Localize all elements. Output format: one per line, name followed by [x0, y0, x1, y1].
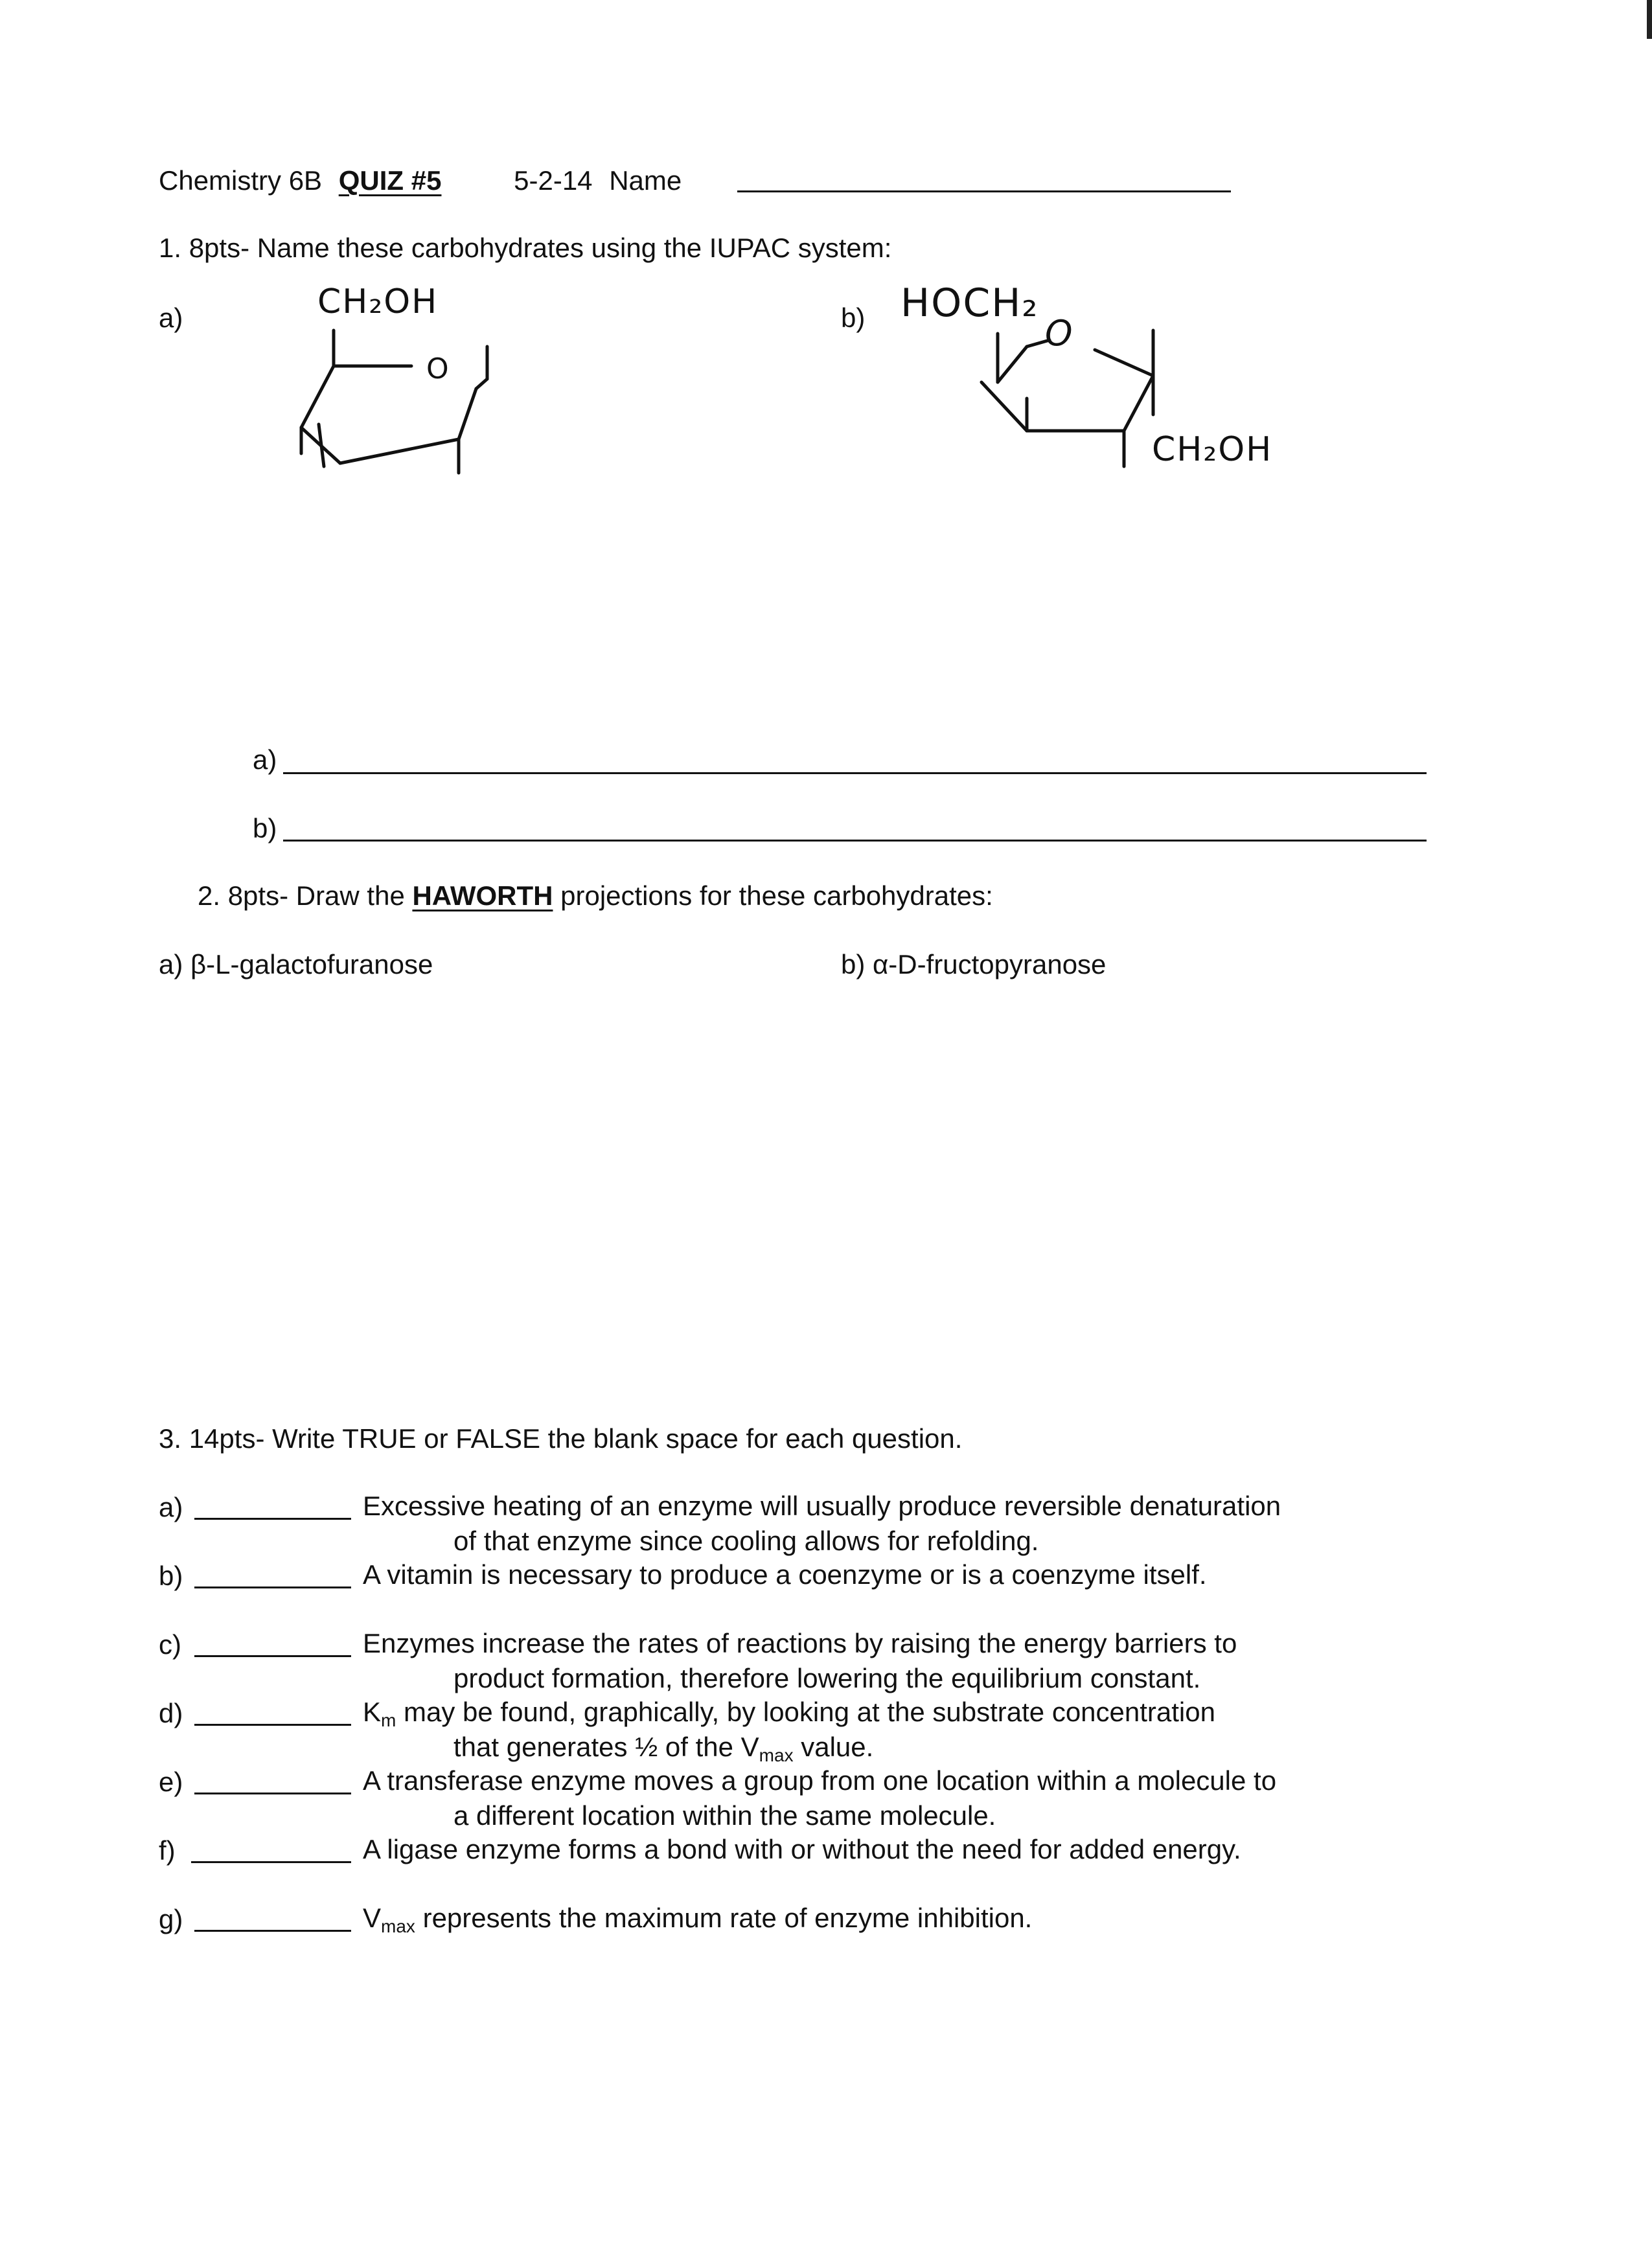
q3-item-d-text-cont [453, 1732, 874, 1765]
q3-item-g-text [363, 1903, 1033, 1936]
q1-answer-b-line[interactable] [283, 840, 1427, 842]
q3-item-b-text: A vitamin is necessary to produce a coenzyme or is a coenzyme itself. [363, 1559, 1207, 1590]
q3-item-a-blank[interactable] [194, 1518, 351, 1520]
q3-item-g-label: g) [159, 1904, 183, 1934]
q3-item-e-text-cont: a different location within the same molecule. [453, 1800, 996, 1831]
q1-structure-a-label: a) [159, 303, 183, 333]
km-symbol: K [363, 1697, 382, 1727]
q1-prompt: 1. 8pts- Name these carbohydrates using the IUPAC system: [159, 233, 892, 263]
q3-item-a-text: Excessive heating of an enzyme will usually produce reversible denaturation [363, 1491, 1281, 1521]
quiz-header [159, 167, 682, 194]
vmax-symbol: V [363, 1903, 382, 1933]
structure-b-ch2oh: CH₂OH [1152, 430, 1273, 469]
vmax-subscript: max [759, 1745, 794, 1765]
q3-item-c-blank[interactable] [194, 1655, 351, 1657]
km-subscript: m [381, 1710, 396, 1730]
q3-item-g-blank[interactable] [194, 1930, 351, 1932]
q1-answer-a-line[interactable] [283, 772, 1427, 774]
q3-item-a-text-cont: of that enzyme since cooling allows for refolding. [453, 1526, 1039, 1556]
q3-item-d-text-rest: may be found, graphically, by looking at the substrate concentration [396, 1697, 1215, 1727]
structure-b-ring-oxygen: O [1045, 313, 1074, 354]
quiz-title: QUIZ #5 [338, 165, 442, 196]
q3-item-c-text: Enzymes increase the rates of reactions by raising the energy barriers to [363, 1628, 1237, 1658]
q3-item-d-cont-start: that generates ½ of the V [453, 1732, 759, 1762]
q2-prompt-end: projections for these carbohydrates: [553, 880, 993, 911]
q3-item-f-blank[interactable] [191, 1861, 351, 1863]
structure-b-hoch2: HOCH₂ [901, 281, 1039, 326]
quiz-date: 5-2-14 [514, 165, 593, 196]
q2-prompt [198, 882, 993, 910]
q3-item-b-label: b) [159, 1561, 183, 1591]
q3-item-e-text: A transferase enzyme moves a group from one location within a molecule to [363, 1765, 1277, 1796]
q3-item-f-label: f) [159, 1835, 176, 1866]
q2-prompt-start: 2. 8pts- Draw the [198, 880, 413, 911]
name-field-line[interactable] [737, 190, 1231, 192]
q3-item-f-text: A ligase enzyme forms a bond with or without the need for added energy. [363, 1834, 1241, 1864]
q3-item-c-text-cont: product formation, therefore lowering the equilibrium constant. [453, 1663, 1201, 1693]
q3-item-g-text-rest: represents the maximum rate of enzyme inhibition. [415, 1903, 1033, 1933]
q3-item-d-label: d) [159, 1698, 183, 1728]
structure-a-ch2oh: CH₂OH [317, 282, 439, 321]
course-title: Chemistry 6B [159, 165, 323, 196]
q3-item-a-label: a) [159, 1492, 183, 1522]
q1-answer-b-label: b) [253, 813, 277, 843]
q3-item-e-label: e) [159, 1767, 183, 1797]
q3-item-d-text [363, 1697, 1215, 1730]
q3-prompt: 3. 14pts- Write TRUE or FALSE the blank space for each question. [159, 1423, 963, 1454]
q3-item-e-blank[interactable] [194, 1793, 351, 1794]
name-label: Name [609, 165, 682, 196]
q3-item-b-blank[interactable] [194, 1586, 351, 1588]
scan-edge-mark [1647, 0, 1652, 39]
structure-a-ring-sketch [285, 317, 505, 486]
q3-item-c-label: c) [159, 1629, 181, 1660]
q2-item-b: b) α-D-fructopyranose [841, 949, 1107, 979]
vmax-subscript-g: max [381, 1916, 415, 1936]
q2-item-a: a) β-L-galactofuranose [159, 949, 433, 979]
q1-structure-b-label: b) [841, 303, 866, 333]
q3-item-d-cont-end: value. [793, 1732, 874, 1762]
q1-answer-a-label: a) [253, 744, 277, 775]
q2-prompt-haworth: HAWORTH [412, 880, 553, 911]
structure-a-ring-oxygen: O [426, 352, 450, 385]
q3-item-d-blank[interactable] [194, 1724, 351, 1726]
